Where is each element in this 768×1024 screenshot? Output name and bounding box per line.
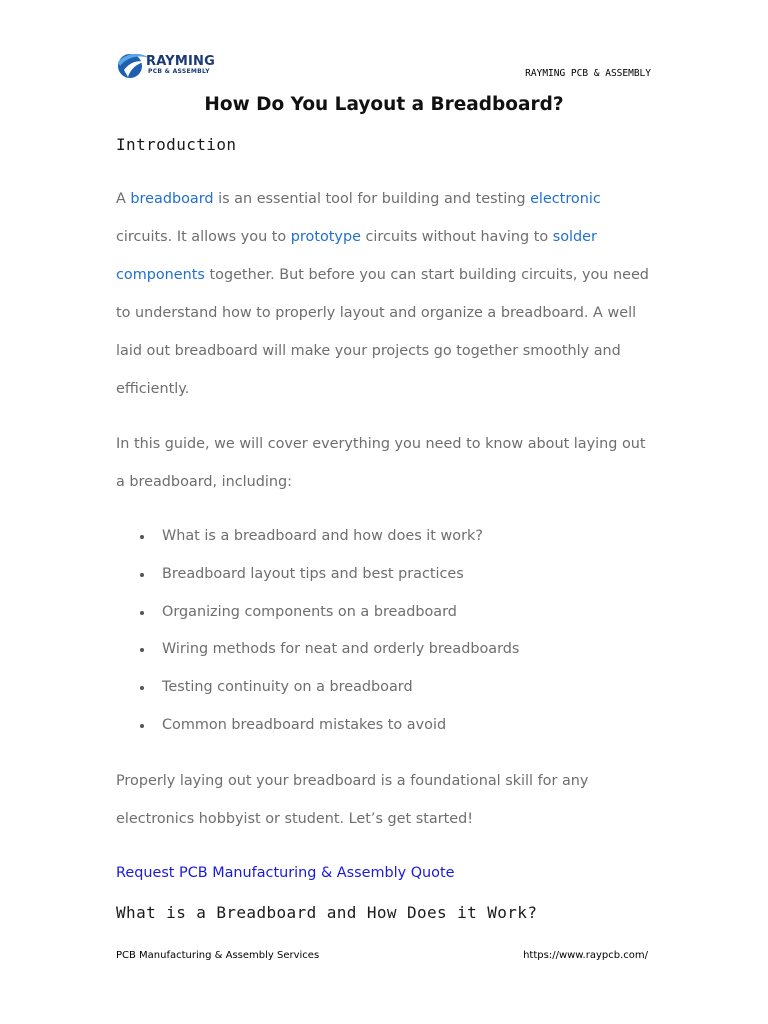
solder-components-link[interactable]: solder components: [116, 229, 597, 283]
prototype-link[interactable]: prototype: [290, 229, 361, 245]
list-item: [116, 556, 656, 594]
list-item: [116, 518, 656, 556]
bullet-icon: [140, 611, 144, 615]
intro-text-4: circuits without having to: [360, 229, 553, 245]
topics-list: [116, 518, 656, 745]
bullet-icon: [140, 573, 144, 577]
list-item-text: Testing continuity on a breadboard: [162, 679, 413, 696]
footer-services-text: PCB Manufacturing & Assembly Services: [116, 950, 320, 961]
list-item: [116, 631, 656, 669]
request-quote-link[interactable]: Request PCB Manufacturing & Assembly Quote: [116, 865, 455, 881]
electronic-link[interactable]: electronic: [530, 191, 601, 207]
list-item: [116, 669, 656, 707]
intro-heading: Introduction: [116, 135, 237, 154]
section-heading: What is a Breadboard and How Does it Work?: [116, 903, 538, 922]
footer-url-link[interactable]: https://www.raypcb.com/: [523, 950, 648, 961]
list-item: [116, 707, 656, 745]
guide-paragraph: In this guide, we will cover everything you need to know about laying out a breadboard, including:: [116, 436, 646, 490]
logo-sub-text: PCB & ASSEMBLY: [148, 68, 210, 75]
bullet-icon: [140, 648, 144, 652]
list-item-text: Wiring methods for neat and orderly breadboards: [162, 641, 520, 658]
header-company-name: RAYMING PCB & ASSEMBLY: [525, 68, 651, 79]
intro-text-1: A: [116, 191, 131, 207]
bullet-icon: [140, 686, 144, 690]
intro-text-3: circuits. It allows you to: [116, 229, 291, 245]
list-item-text: What is a breadboard and how does it work?: [162, 528, 483, 544]
logo-brand-text: RAYMING: [146, 54, 215, 69]
intro-text-5: together. But before you can start building circuits, you need to understand how to properly layout and organize a breadboard. A well laid out breadboard will make your projects go together smoothly and efficiently.: [116, 267, 649, 397]
intro-paragraph: [116, 180, 656, 408]
breadboard-link[interactable]: breadboard: [130, 191, 214, 207]
intro-text-2: is an essential tool for building and testing: [213, 191, 531, 207]
bullet-icon: [140, 724, 144, 728]
document-title: How Do You Layout a Breadboard?: [204, 94, 564, 115]
bullet-icon: [140, 535, 144, 539]
list-item-text: Breadboard layout tips and best practices: [162, 565, 464, 582]
logo-swoosh-icon: [116, 50, 150, 80]
list-item-text: Organizing components on a breadboard: [162, 603, 457, 620]
closing-paragraph: Properly laying out your breadboard is a foundational skill for any electronics hobbyist or student. Let’s get started!: [116, 773, 589, 827]
list-item-text: Common breadboard mistakes to avoid: [162, 716, 447, 733]
list-item: [116, 594, 656, 632]
